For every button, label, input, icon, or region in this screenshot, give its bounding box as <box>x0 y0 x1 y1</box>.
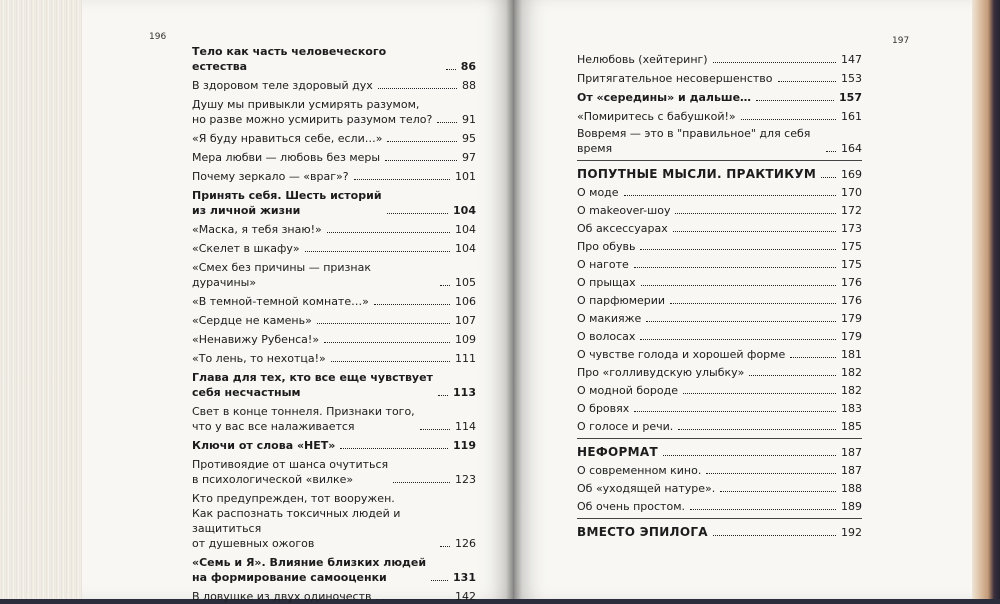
dot-leader <box>305 251 450 252</box>
toc-entry <box>192 222 476 237</box>
toc-entry-title: О бровях <box>577 402 630 415</box>
toc-entry-title: Вовремя — это в "правильное" для себя время <box>577 127 811 155</box>
toc-entry-page-number: 170 <box>841 186 862 199</box>
toc-entry-page-number: 104 <box>455 223 476 236</box>
dot-leader <box>385 160 457 161</box>
toc-entry-page-number: 182 <box>841 366 862 379</box>
section-divider <box>577 518 862 519</box>
toc-entry <box>192 241 476 256</box>
toc-left <box>192 44 476 604</box>
toc-entry-title: «Помиритесь с бабушкой!» <box>577 110 736 123</box>
dot-leader <box>438 395 448 396</box>
toc-entry-page-number: 105 <box>455 276 476 289</box>
toc-entry-title: О макияже <box>577 312 642 325</box>
toc-entry-title: Притягательное несовершенство <box>577 72 773 85</box>
dot-leader <box>790 357 836 358</box>
toc-entry-page-number: 101 <box>455 170 476 183</box>
toc-entry-title: О наготе <box>577 258 629 271</box>
dot-leader <box>826 151 836 152</box>
toc-entry-title: Почему зеркало — «враг»? <box>192 170 349 183</box>
toc-entry-title: Тело как часть человеческого естества <box>192 45 387 73</box>
toc-entry <box>192 188 476 218</box>
toc-entry <box>192 313 476 328</box>
toc-entry <box>577 401 862 416</box>
dot-leader <box>821 177 836 178</box>
toc-entry <box>577 525 862 540</box>
toc-entry-title: О парфюмерии <box>577 294 666 307</box>
page-number-right: 197 <box>892 36 910 46</box>
dot-leader <box>446 69 456 70</box>
toc-entry <box>577 499 862 514</box>
toc-entry <box>577 126 862 156</box>
toc-entry <box>192 404 476 434</box>
toc-entry <box>192 294 476 309</box>
toc-entry-title: О прыщах <box>577 276 636 289</box>
toc-entry <box>577 221 862 236</box>
dot-leader <box>641 285 836 286</box>
dot-leader <box>690 509 836 510</box>
toc-entry-title: «То лень, то нехотца!» <box>192 352 326 365</box>
dot-leader <box>440 546 450 547</box>
toc-entry-title: Про обувь <box>577 240 636 253</box>
toc-entry <box>577 71 862 86</box>
dot-leader <box>340 448 448 449</box>
toc-entry-page-number: 176 <box>841 276 862 289</box>
toc-entry <box>577 311 862 326</box>
toc-entry-title: Об аксессуарах <box>577 222 668 235</box>
toc-entry-title: В здоровом теле здоровый дух <box>192 79 373 92</box>
toc-entry-title: Свет в конце тоннеля. Признаки того, что у вас все налаживается <box>192 405 415 433</box>
dot-leader <box>778 81 837 82</box>
toc-entry-title: О голосе и речи. <box>577 420 674 433</box>
toc-entry <box>577 383 862 398</box>
toc-entry <box>577 293 862 308</box>
toc-entry <box>577 329 862 344</box>
toc-entry-title: «В темной-темной комнате…» <box>192 295 369 308</box>
toc-entry <box>577 239 862 254</box>
toc-entry-page-number: 147 <box>841 53 862 66</box>
dot-leader <box>720 491 836 492</box>
toc-entry <box>577 275 862 290</box>
toc-entry-title: «Ненавижу Рубенса!» <box>192 333 320 346</box>
dot-leader <box>646 321 836 322</box>
toc-entry <box>192 169 476 184</box>
dot-leader <box>756 100 834 101</box>
toc-entry-title: «Скелет в шкафу» <box>192 242 300 255</box>
toc-entry <box>192 260 476 290</box>
toc-entry <box>192 150 476 165</box>
toc-entry-page-number: 88 <box>462 79 476 92</box>
toc-entry <box>577 463 862 478</box>
dot-leader <box>713 62 836 63</box>
toc-entry-page-number: 176 <box>841 294 862 307</box>
toc-entry <box>577 109 862 124</box>
book-page-edges-right <box>970 0 1000 599</box>
toc-entry-title: Об очень простом. <box>577 500 685 513</box>
toc-entry-page-number: 107 <box>455 314 476 327</box>
toc-entry <box>577 203 862 218</box>
toc-entry-title: Душу мы привыкли усмирять разумом, но разве можно усмирить разумом тело? <box>192 98 433 126</box>
toc-entry-page-number: 161 <box>841 110 862 123</box>
dot-leader <box>673 231 836 232</box>
toc-entry <box>192 351 476 366</box>
toc-entry-page-number: 181 <box>841 348 862 361</box>
dot-leader <box>675 213 836 214</box>
toc-entry-page-number: 106 <box>455 295 476 308</box>
toc-entry-page-number: 175 <box>841 240 862 253</box>
section-divider <box>577 160 862 161</box>
dot-leader <box>354 179 450 180</box>
book-gutter <box>506 0 522 599</box>
dot-leader <box>331 361 450 362</box>
dot-leader <box>670 303 836 304</box>
toc-entry-title: НЕФОРМАТ <box>577 445 658 459</box>
dot-leader <box>376 599 450 600</box>
dot-leader <box>713 535 836 536</box>
dot-leader <box>324 342 450 343</box>
toc-entry <box>192 491 476 551</box>
dot-leader <box>624 195 836 196</box>
toc-entry <box>577 347 862 362</box>
toc-entry-page-number: 169 <box>841 168 862 181</box>
toc-entry <box>192 589 476 604</box>
toc-entry-page-number: 187 <box>841 446 862 459</box>
toc-entry-page-number: 172 <box>841 204 862 217</box>
dot-leader <box>317 323 450 324</box>
toc-entry <box>192 555 476 585</box>
toc-entry-page-number: 179 <box>841 330 862 343</box>
toc-entry-page-number: 126 <box>455 537 476 550</box>
dot-leader <box>741 119 836 120</box>
toc-entry <box>192 97 476 127</box>
dot-leader <box>663 455 836 456</box>
toc-entry <box>577 365 862 380</box>
page-number-left: 196 <box>149 32 167 42</box>
toc-entry-page-number: 157 <box>839 91 862 104</box>
section-divider <box>577 438 862 439</box>
toc-entry-title: ВМЕСТО ЭПИЛОГА <box>577 525 708 539</box>
dot-leader <box>678 429 836 430</box>
toc-entry-title: Кто предупрежден, тот вооружен. Как распознать токсичных людей и защититься от душевных ожогов <box>192 492 401 550</box>
dot-leader <box>437 122 457 123</box>
toc-entry-title: О волосах <box>577 330 636 343</box>
toc-entry <box>577 481 862 496</box>
toc-entry <box>577 257 862 272</box>
toc-entry-title: О чувстве голода и хорошей форме <box>577 348 786 361</box>
toc-entry-page-number: 185 <box>841 420 862 433</box>
toc-entry-title: Нелюбовь (хейтеринг) <box>577 53 708 66</box>
toc-entry-page-number: 113 <box>453 386 476 399</box>
toc-entry <box>577 167 862 182</box>
toc-entry-page-number: 175 <box>841 258 862 271</box>
dot-leader <box>327 232 450 233</box>
toc-entry-title: От «середины» и дальше… <box>577 91 752 104</box>
dot-leader <box>440 285 450 286</box>
toc-entry-page-number: 189 <box>841 500 862 513</box>
toc-entry <box>577 52 862 67</box>
toc-entry <box>192 44 476 74</box>
toc-entry <box>577 185 862 200</box>
toc-entry-title: «Семь и Я». Влияние близких людей на формирование самооценки <box>192 556 427 584</box>
book-page-edges-left <box>0 0 90 599</box>
toc-entry-page-number: 109 <box>455 333 476 346</box>
toc-entry-page-number: 192 <box>841 526 862 539</box>
toc-entry-title: ПОПУТНЫЕ МЫСЛИ. ПРАКТИКУМ <box>577 167 817 181</box>
toc-entry-page-number: 97 <box>462 151 476 164</box>
dot-leader <box>640 249 836 250</box>
toc-entry-page-number: 104 <box>455 242 476 255</box>
toc-entry <box>192 457 476 487</box>
toc-entry <box>192 370 476 400</box>
toc-entry-title: Противоядие от шанса очутиться в психологической «вилке» <box>192 458 389 486</box>
toc-entry-page-number: 142 <box>455 590 476 603</box>
dot-leader <box>378 88 457 89</box>
toc-entry-title: Мера любви — любовь без меры <box>192 151 381 164</box>
toc-entry-title: «Сердце не камень» <box>192 314 312 327</box>
toc-entry <box>192 332 476 347</box>
toc-entry-title: Об «уходящей натуре». <box>577 482 716 495</box>
toc-entry-page-number: 111 <box>455 352 476 365</box>
toc-entry-page-number: 131 <box>453 571 476 584</box>
dot-leader <box>634 267 836 268</box>
toc-entry-page-number: 114 <box>455 420 476 433</box>
toc-entry-page-number: 95 <box>462 132 476 145</box>
toc-entry-title: Глава для тех, кто все еще чувствует себя несчастным <box>192 371 433 399</box>
dot-leader <box>683 393 836 394</box>
dot-leader <box>431 580 448 581</box>
toc-entry <box>577 445 862 460</box>
toc-entry <box>192 131 476 146</box>
toc-entry-page-number: 123 <box>455 473 476 486</box>
dot-leader <box>640 339 836 340</box>
toc-entry-page-number: 173 <box>841 222 862 235</box>
toc-entry-page-number: 91 <box>462 113 476 126</box>
toc-entry <box>577 419 862 434</box>
dot-leader <box>749 375 836 376</box>
toc-entry-title: О модной бороде <box>577 384 678 397</box>
toc-entry-page-number: 188 <box>841 482 862 495</box>
dot-leader <box>374 304 450 305</box>
toc-entry-page-number: 153 <box>841 72 862 85</box>
dot-leader <box>420 429 450 430</box>
toc-entry-title: В ловушке из двух одиночеств <box>192 590 372 603</box>
toc-entry <box>192 438 476 453</box>
toc-entry <box>577 90 862 105</box>
toc-entry-title: О моде <box>577 186 619 199</box>
toc-right <box>577 52 862 540</box>
toc-entry-page-number: 86 <box>460 60 476 73</box>
toc-entry-title: «Смех без причины — признак дурачины» <box>192 261 371 289</box>
toc-entry <box>192 78 476 93</box>
toc-entry-page-number: 187 <box>841 464 862 477</box>
toc-entry-page-number: 164 <box>841 142 862 155</box>
toc-entry-title: Принять себя. Шесть историй из личной жизни <box>192 189 382 217</box>
dot-leader <box>387 213 449 214</box>
toc-entry-title: О makeover-шоу <box>577 204 671 217</box>
toc-entry-title: «Маска, я тебя знаю!» <box>192 223 322 236</box>
toc-entry-page-number: 183 <box>841 402 862 415</box>
toc-entry-page-number: 179 <box>841 312 862 325</box>
toc-entry-title: Про «голливудскую улыбку» <box>577 366 745 379</box>
toc-entry-title: О современном кино. <box>577 464 702 477</box>
dot-leader <box>387 141 457 142</box>
toc-entry-page-number: 182 <box>841 384 862 397</box>
toc-entry-page-number: 104 <box>453 204 476 217</box>
toc-entry-title: Ключи от слова «НЕТ» <box>192 439 336 452</box>
dot-leader <box>706 473 836 474</box>
toc-entry-page-number: 119 <box>453 439 476 452</box>
dot-leader <box>393 482 450 483</box>
toc-entry-title: «Я буду нравиться себе, если…» <box>192 132 383 145</box>
dot-leader <box>634 411 836 412</box>
